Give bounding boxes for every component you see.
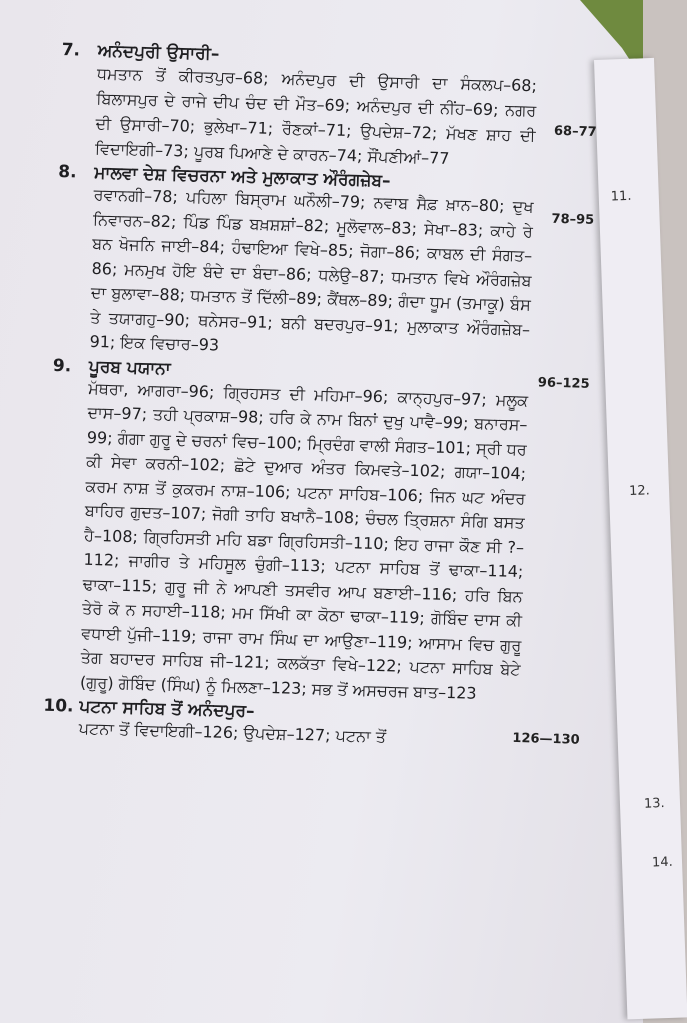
- facing-page-number: 14.: [651, 854, 673, 871]
- toc-section: [53, 161, 595, 368]
- section-page-range: 68–77: [553, 123, 597, 140]
- facing-page-number: 12.: [628, 483, 651, 500]
- toc-section: [44, 355, 590, 708]
- section-title: ਪਟਨਾ ਸਾਹਿਬ ਤੋਂ ਅਨੰਦਪੁਰ–: [79, 696, 255, 722]
- section-title: ਮਾਲਵਾ ਦੇਸ਼ ਵਿਚਰਨਾ ਅਤੇ ਮੁਲਾਕਾਤ ਔਰੰਗਜ਼ੇਬ–: [94, 162, 391, 192]
- section-number: 9.: [52, 355, 72, 376]
- section-entries: ਰਵਾਨਗੀ–78; ਪਹਿਲਾ ਬਿਸ੍ਰਾਮ ਘਨੌਲੀ–79; ਨਵਾਬ ਸੈਫ਼ ਖ਼ਾਨ–80; ਦੁਖ ਨਿਵਾਰਨ–82; ਪਿੰਡ ਪਿੰਡ ਬਖ਼ਸ਼ਸ਼ਾਂ–82; ਮੂਲੋਵਾਲ–83; ਸੇਖਾ–83; ਕਾਹੇ ਰੇ ਬਨ ਖੋਜਨਿ ਜਾਈ–84; ਹੰਢਾਇਆ ਵਿਖੇ–85; ਜੋਗਾ–86; ਕਾਬਲ ਦੀ ਸੰਗਤ–86; ਮਨਮੁਖ ਹੋਇ ਬੰਦੇ ਦਾ ਬੰਦਾ–86; ਧਲੇਉ–87; ਧਮਤਾਨ ਵਿਖੇ ਔਰੰਗਜ਼ੇਬ ਦਾ ਬੁਲਾਵਾ–88; ਧਮਤਾਨ ਤੋਂ ਦਿੱਲੀ–89; ਕੈਂਥਲ–89; ਗੰਦਾ ਧੂਮ (ਤਮਾਕੂ) ਬੰਸ ਤੇ ਤਯਾਗਹੁ–90; ਥਨੇਸਰ–91; ਬਨੀ ਬਦਰਪੁਰ–91; ਮੁਲਾਕਾਤ ਔਰੰਗਜ਼ੇਬ–91; ਇਕ ਵਿਚਾਰ–93: [89, 184, 534, 355]
- section-entries: ਪਟਨਾ ਤੋਂ ਵਿਦਾਇਗੀ–126; ਉਪਦੇਸ਼–127; ਪਟਨਾ ਤੋਂ: [78, 718, 387, 747]
- table-of-contents: [42, 40, 597, 757]
- section-title: ਅਨੰਦਪੁਰੀ ਉਸਾਰੀ–: [97, 41, 220, 65]
- section-entries: ਧਮਤਾਨ ਤੋਂ ਕੀਰਤਪੁਰ–68; ਅਨੰਦਪੁਰ ਦੀ ਉਸਾਰੀ ਦਾ ਸੰਕਲਪ–68; ਬਿਲਾਸਪੁਰ ਦੇ ਰਾਜੇ ਦੀਪ ਚੰਦ ਦੀ ਮੌਤ–69; ਅਨੰਦਪੁਰ ਦੀ ਨੀਂਹ–69; ਨਗਰ ਦੀ ਉਸਾਰੀ–70; ਭੁਲੇਖਾ–71; ਰੌਣਕਾਂ–71; ਉਪਦੇਸ਼–72; ਮੱਖਣ ਸ਼ਾਹ ਦੀ ਵਿਦਾਇਗੀ–73; ਪੂਰਬ ਪਿਆਣੇ ਦੇ ਕਾਰਨ–74; ਸੌਂਪਣੀਆਂ–77: [94, 63, 538, 168]
- facing-page-edge: [594, 58, 687, 1020]
- section-entries: ਮੱਥਰਾ, ਆਗਰਾ–96; ਗ੍ਰਿਹਸਤ ਦੀ ਮਹਿਮਾ–96; ਕਾਨ੍ਹਪੁਰ–97; ਮਲੂਕ ਦਾਸ–97; ਤਹੀ ਪ੍ਰਕਾਸ਼–98; ਹਰਿ ਕੇ ਨਾਮ ਬਿਨਾਂ ਦੁਖੁ ਪਾਵੈ–99; ਬਨਾਰਸ–99; ਗੰਗਾ ਗੁਰੂ ਦੇ ਚਰਨਾਂ ਵਿਚ–100; ਮ੍ਰਿਦੰਗ ਵਾਲੀ ਸੰਗਤ–101; ਸ੍ਰੀ ਧਰ ਕੀ ਸੇਵਾ ਕਰਨੀ–102; ਛੋਟੇ ਦੁਆਰ ਅੰਤਰ ਕਿਮਵਤੇ–102; ਗਯਾ–104; ਕਰਮ ਨਾਸ਼ ਤੋਂ ਕੁਕਰਮ ਨਾਸ਼–106; ਪਟਨਾ ਸਾਹਿਬ–106; ਜਿਨ ਘਟ ਅੰਦਰ ਬਾਹਿਰ ਗੁਦਤ–107; ਜੋਗੀ ਤਾਹਿ ਬਖਾਨੈ–108; ਚੰਚਲ ਤ੍ਰਿਸ਼ਨਾ ਸੰਗਿ ਬਸਤ ਹੈ–108; ਗ੍ਰਿਹਿਸਤੀ ਮਹਿ ਬਡਾ ਗ੍ਰਿਹਿਸਤੀ–110; ਇਹ ਰਾਜਾ ਕੌਣ ਸੀ ?–112; ਜਾਗੀਰ ਤੇ ਮਹਿਸੂਲ ਚੁੰਗੀ–113; ਪਟਨਾ ਸਾਹਿਬ ਤੋਂ ਢਾਕਾ–114; ਢਾਕਾ–115; ਗੁਰੂ ਜੀ ਨੇ ਆਪਣੀ ਤਸਵੀਰ ਆਪ ਬਣਾਈ–116; ਹਰਿ ਬਿਨ ਤੇਰੋ ਕੋ ਨ ਸਹਾਈ–118; ਮਮ ਸਿੱਖੀ ਕਾ ਕੋਠਾ ਢਾਕਾ–119; ਗੋਬਿੰਦ ਦਾਸ ਕੀ ਵਧਾਈ ਪੁੱਜੀ–119; ਰਾਜਾ ਰਾਮ ਸਿੰਘ ਦਾ ਆਉਣਾ–119; ਆਸਾਮ ਵਿਚ ਗੁਰੂ ਤੇਗ ਬਹਾਦਰ ਸਾਹਿਬ ਜੀ–121; ਕਲਕੱਤਾ ਵਿਖੇ–122; ਪਟਨਾ ਸਾਹਿਬ ਬੇਟੇ (ਗੁਰੂ) ਗੋਬਿੰਦ (ਸਿੰਘ) ਨੂੰ ਮਿਲਣਾ–123; ਸਭ ਤੋਂ ਅਸਚਰਜ ਬਾਤ–123: [79, 378, 529, 703]
- facing-page-number: 13.: [643, 795, 665, 812]
- section-title: ਪੂਰਬ ਪਯਾਨਾ: [88, 356, 171, 379]
- section-number: 7.: [61, 40, 81, 61]
- facing-page-number: 11.: [610, 188, 632, 205]
- section-number: 8.: [58, 161, 77, 183]
- section-page-range: 78–95: [551, 211, 595, 228]
- section-number: 10.: [43, 695, 74, 717]
- section-page-range: 96–125: [537, 374, 590, 392]
- toc-section: [59, 40, 597, 175]
- section-page-range: 126—130: [512, 730, 580, 748]
